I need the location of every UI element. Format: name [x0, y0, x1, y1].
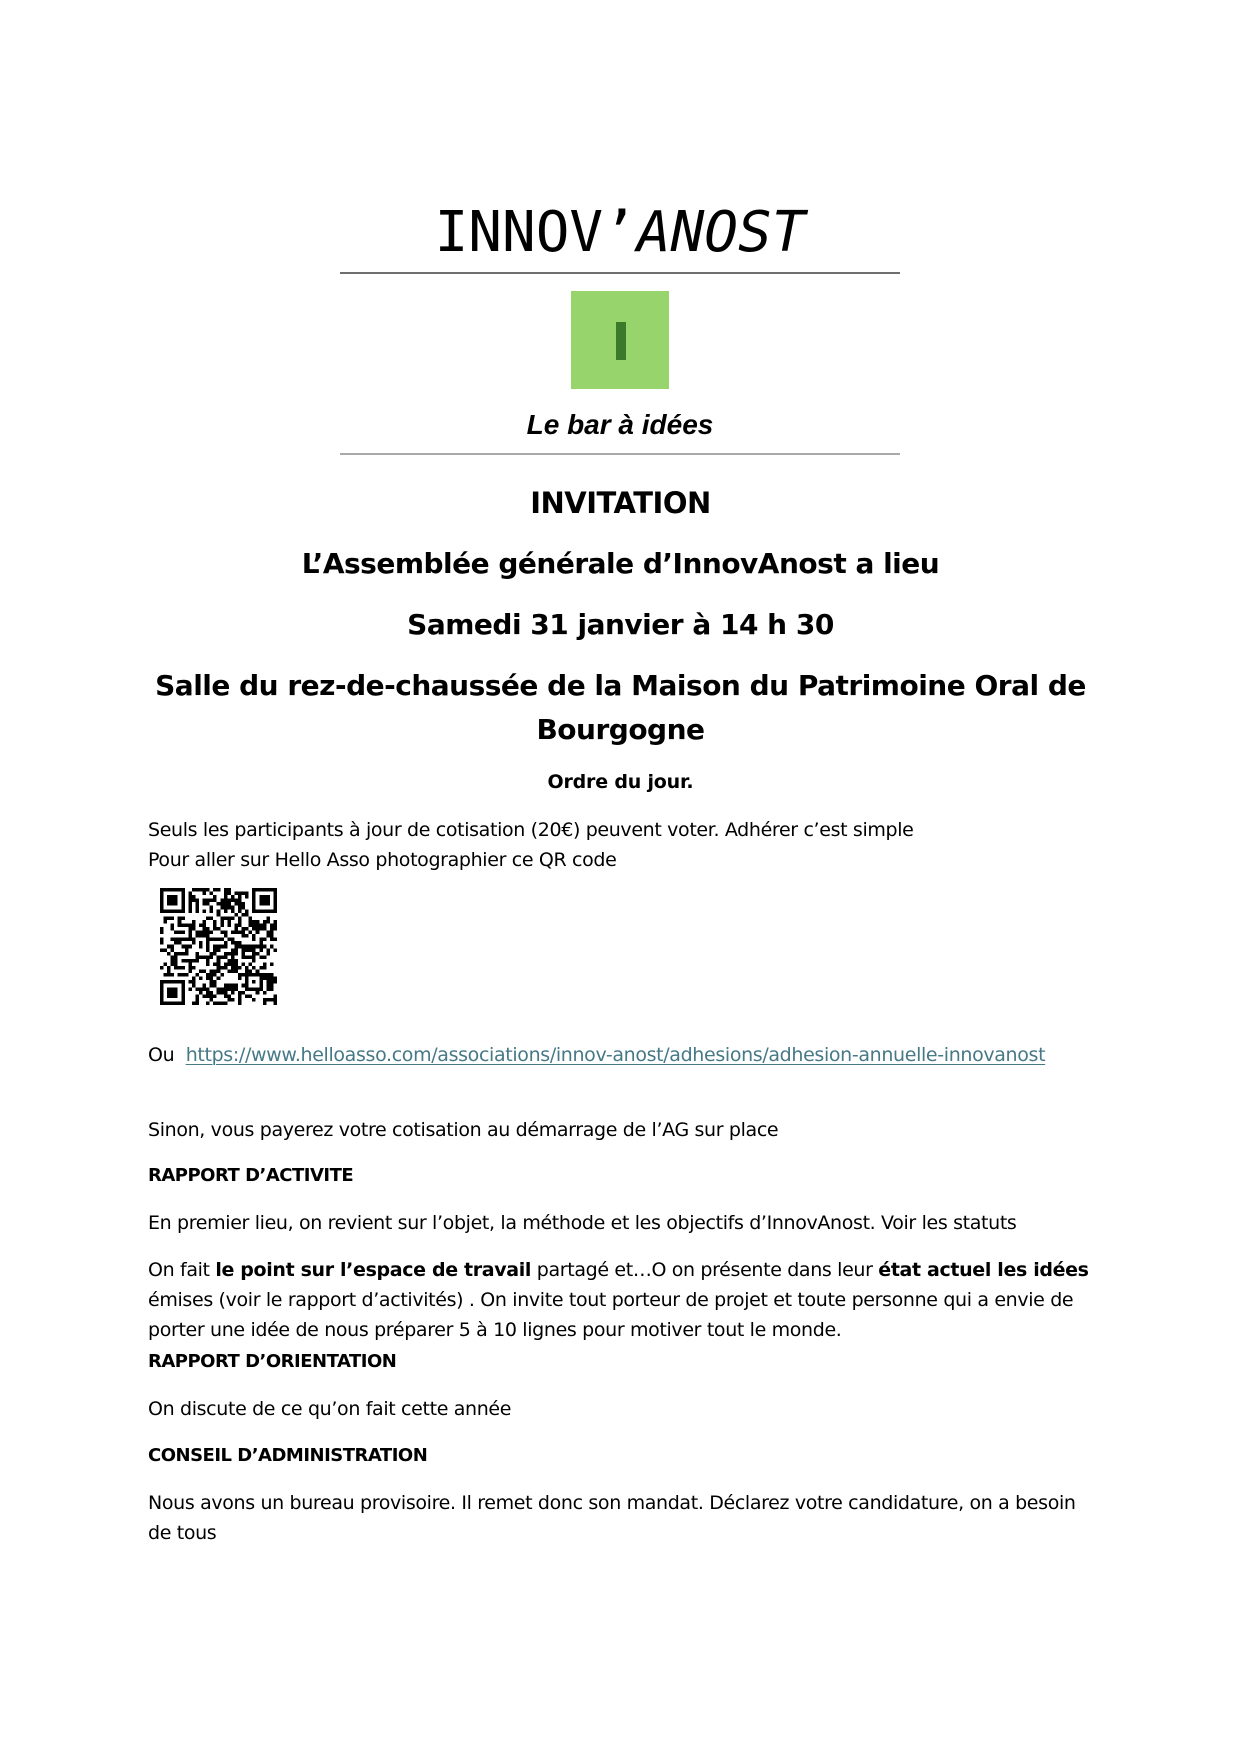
logo-i-icon: [571, 291, 669, 389]
heading-agenda: Ordre du jour.: [547, 771, 694, 793]
cotisation-text: Seuls les participants à jour de cotisation (20€) peuvent voter. Adhérer c’est simple: [148, 819, 914, 841]
heading-date: Samedi 31 janvier à 14 h 30: [407, 608, 834, 641]
text-run: partagé et…O on présente dans leur: [531, 1259, 879, 1281]
activity-paragraph-1: En premier lieu, on revient sur l’objet, la méthode et les objectifs d’InnovAnost. Voir les statuts: [148, 1212, 1017, 1234]
bold-run: état actuel les idées: [878, 1259, 1089, 1281]
activity-paragraph-2: [148, 1255, 1093, 1345]
section-title-activity: RAPPORT D’ACTIVITE: [148, 1165, 354, 1186]
divider-top: [340, 272, 900, 274]
section-title-orientation: RAPPORT D’ORIENTATION: [148, 1351, 397, 1372]
heading-venue: Salle du rez-de-chaussée de la Maison du Patrimoine Oral de Bourgogne: [155, 669, 1086, 746]
helloasso-text: Pour aller sur Hello Asso photographier ce QR code: [148, 849, 617, 871]
logo-letter-bar: [616, 322, 626, 360]
section-title-board: CONSEIL D’ADMINISTRATION: [148, 1445, 428, 1466]
divider-bottom: [340, 453, 900, 455]
tagline: Le bar à idées: [526, 409, 714, 440]
helloasso-link[interactable]: https://www.helloasso.com/associations/innov-anost/adhesions/adhesion-annuelle-innovanost: [185, 1044, 1046, 1066]
heading-assembly: L’Assemblée générale d’InnovAnost a lieu: [301, 547, 940, 580]
page-title: [340, 200, 900, 266]
link-paragraph: [148, 1040, 1093, 1070]
heading-invitation: INVITATION: [530, 486, 711, 520]
otherwise-text: Sinon, vous payerez votre cotisation au démarrage de l’AG sur place: [148, 1119, 779, 1141]
text-run: émises (voir le rapport d’activités) . On invite tout porteur de projet et toute personne qui a envie de porter une idée de nous préparer 5 à 10 lignes pour motiver tout le monde.: [148, 1289, 1074, 1341]
orientation-paragraph: On discute de ce qu’on fait cette année: [148, 1398, 512, 1420]
text-run: On fait: [148, 1259, 216, 1281]
board-paragraph: Nous avons un bureau provisoire. Il remet donc son mandat. Déclarez votre candidature, on a besoin de tous: [148, 1492, 1076, 1544]
bold-run: le point sur l’espace de travail: [215, 1259, 532, 1281]
title-italic: ANOST: [636, 200, 806, 265]
or-label: Ou: [148, 1044, 175, 1066]
qr-code-icon[interactable]: [160, 888, 277, 1005]
title-plain: INNOV’: [434, 200, 637, 265]
